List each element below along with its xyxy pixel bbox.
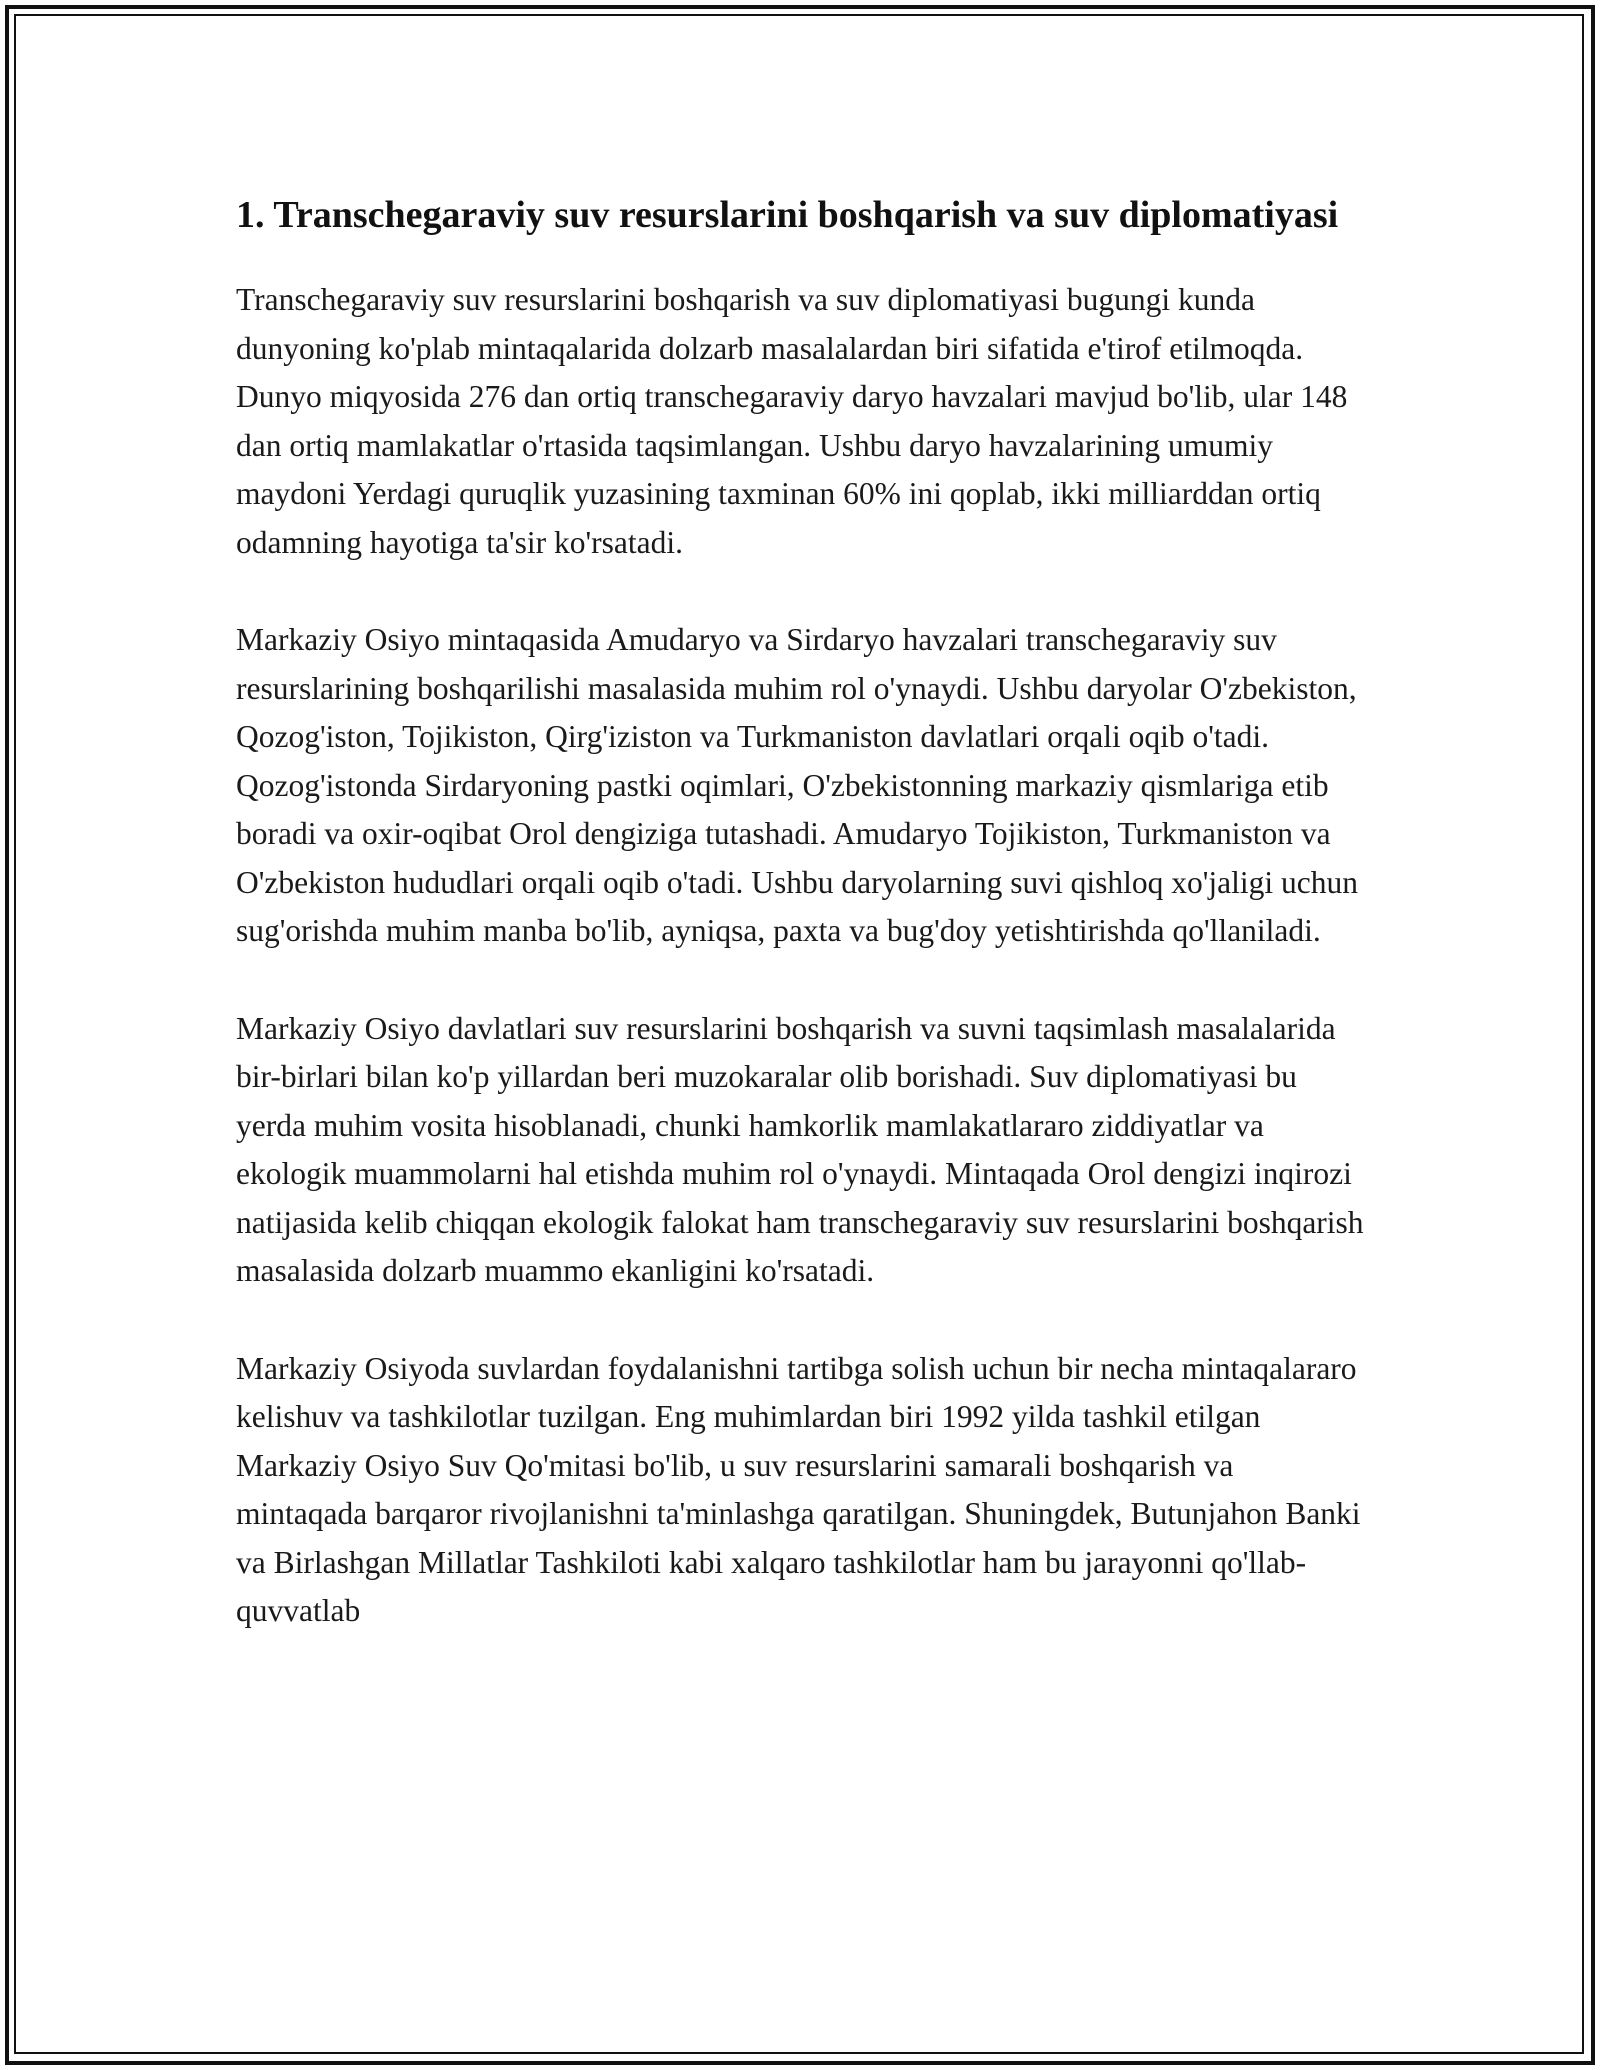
document-body bbox=[236, 188, 1366, 1685]
paragraph-4: Markaziy Osiyoda suvlardan foydalanishni tartibga solish uchun bir necha mintaqalararo kelishuv va tashkilotlar tuzilgan. Eng muhimlardan biri 1992 yilda tashkil etilgan Markaziy Osiyo Suv Qo'mitasi bo'lib, u suv resurslarini samarali boshqarish va mintaqada barqaror rivojlanishni ta'minlashga qaratilgan. Shuningdek, Butunjahon Banki va Birlashgan Millatlar Tashkiloti kabi xalqaro tashkilotlar ham bu jarayonni qo'llab-quvvatlab bbox=[236, 1350, 1361, 1628]
paragraph-1: Transchegaraviy suv resurslarini boshqarish va suv diplomatiyasi bugungi kunda dunyoning ko'plab mintaqalarida dolzarb masalalardan biri sifatida e'tirof etilmoqda. Dunyo miqyosida 276 dan ortiq transchegaraviy daryo havzalari mavjud bo'lib, ular 148 dan ortiq mamlakatlar o'rtasida taqsimlangan. Ushbu daryo havzalarining umumiy maydoni Yerdagi quruqlik yuzasining taxminan 60% ini qoplab, ikki milliarddan ortiq odamning hayotiga ta'sir ko'rsatadi. bbox=[236, 282, 1348, 560]
paragraph-2: Markaziy Osiyo mintaqasida Amudaryo va Sirdaryo havzalari transchegaraviy suv resurslarining boshqarilishi masalasida muhim rol o'ynaydi. Ushbu daryolar O'zbekiston, Qozog'iston, Tojikiston, Qirg'iziston va Turkmaniston davlatlari orqali oqib o'tadi. Qozog'istonda Sirdaryoning pastki oqimlari, O'zbekistonning markaziy qismlariga etib boradi va oxir-oqibat Orol dengiziga tutashadi. Amudaryo Tojikiston, Turkmaniston va O'zbekiston hududlari orqali oqib o'tadi. Ushbu daryolarning suvi qishloq xo'jaligi uchun sug'orishda muhim manba bo'lib, ayniqsa, paxta va bug'doy yetishtirishda qo'llaniladi. bbox=[236, 622, 1359, 948]
section-heading: 1. Transchegaraviy suv resurslarini boshqarish va suv diplomatiyasi bbox=[236, 194, 1339, 236]
paragraph-3: Markaziy Osiyo davlatlari suv resurslarini boshqarish va suvni taqsimlash masalalarida bir-birlari bilan ko'p yillardan beri muzokaralar olib borishadi. Suv diplomatiyasi bu yerda muhim vosita hisoblanadi, chunki hamkorlik mamlakatlararo ziddiyatlar va ekologik muammolarni hal etishda muhim rol o'ynaydi. Mintaqada Orol dengizi inqirozi natijasida kelib chiqqan ekologik falokat ham transchegaraviy suv resurslarini boshqarish masalasida dolzarb muammo ekanligini ko'rsatadi. bbox=[236, 1010, 1364, 1288]
